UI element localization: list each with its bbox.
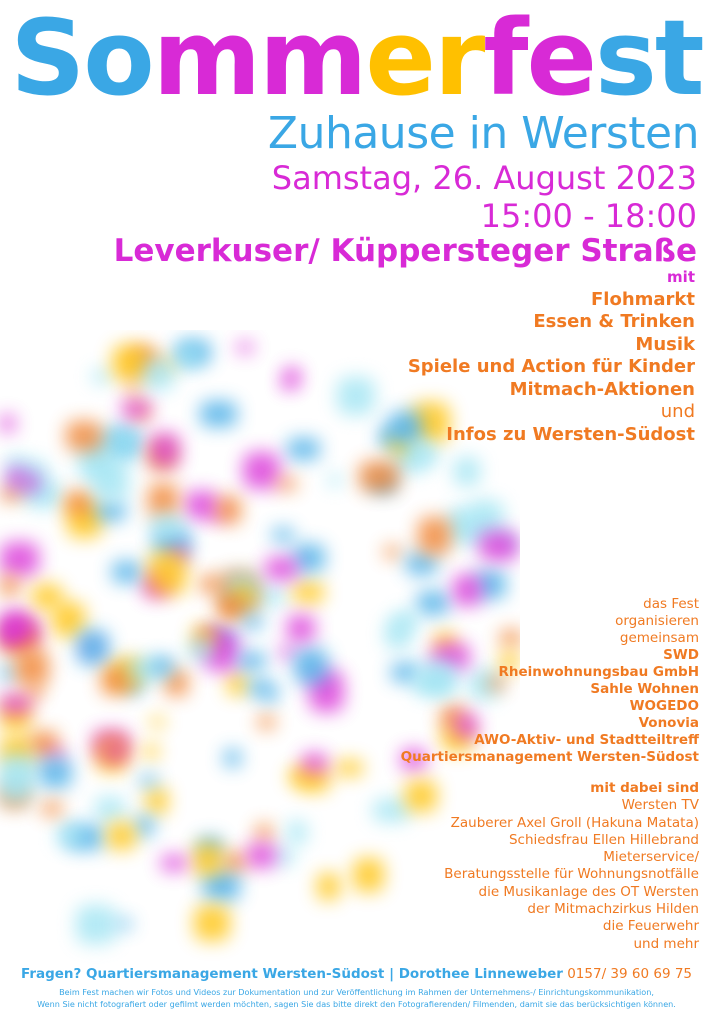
confetti-blob xyxy=(317,873,340,900)
confetti-blob xyxy=(258,715,275,729)
title-part: So xyxy=(10,0,153,119)
confetti-blob xyxy=(279,647,295,658)
program-list xyxy=(408,266,695,446)
participant: Mieterservice/ xyxy=(603,849,699,866)
confetti-blob xyxy=(287,438,321,461)
participant: Beratungsstelle für Wohnungsnotfälle xyxy=(444,866,699,883)
confetti-blob xyxy=(143,358,174,390)
confetti-blob xyxy=(274,848,294,866)
confetti-blob xyxy=(217,496,241,524)
confetti-blob xyxy=(454,457,480,486)
confetti-blob xyxy=(294,648,328,683)
confetti-blob xyxy=(150,717,165,727)
confetti-blob xyxy=(222,853,247,869)
confetti-blob xyxy=(148,551,187,595)
participant: der Mitmachzirkus Hilden xyxy=(527,901,699,918)
title-part: fe xyxy=(483,0,596,119)
title-part: st xyxy=(595,0,703,119)
participant: Zauberer Axel Groll (Hakuna Matata) xyxy=(450,814,699,831)
confetti-blob xyxy=(337,377,375,415)
confetti-blob xyxy=(336,760,363,777)
organizer: Vonovia xyxy=(638,715,699,731)
confetti-blob xyxy=(151,514,184,540)
confetti-blob xyxy=(146,788,168,813)
confetti-blob xyxy=(0,576,19,596)
confetti-blob xyxy=(122,399,152,418)
event-location: Leverkuser/ Küppersteger Straße xyxy=(113,233,697,269)
contact-question: Fragen? Quartiersmanagement Wersten-Südost | Dorothee Linneweber xyxy=(20,966,563,982)
participant: die Feuerwehr xyxy=(602,918,699,935)
confetti-blob xyxy=(109,426,138,459)
confetti-blob xyxy=(272,528,294,543)
confetti-blob xyxy=(359,461,398,492)
confetti-blob xyxy=(227,674,248,695)
organizer: SWD xyxy=(663,647,699,663)
program-item: Flohmarkt xyxy=(590,288,695,310)
confetti-blob xyxy=(418,517,451,555)
confetti-blob xyxy=(127,384,141,394)
confetti-blob xyxy=(135,816,154,836)
program-item: Essen & Trinken xyxy=(533,311,695,332)
participant: Schiedsfrau Ellen Hillebrand xyxy=(508,831,699,848)
confetti-blob xyxy=(15,650,49,686)
confetti-blob xyxy=(218,596,244,620)
photo-notice-line: Beim Fest machen wir Fotos und Videos zur Dokumentation und zur Veröffentlichung im Rahmen der Unternehmens-/ Einrichtungskommunikation, xyxy=(59,987,654,997)
confetti-blob xyxy=(57,824,82,846)
program-item: Spiele und Action für Kinder xyxy=(407,356,695,377)
confetti-blob xyxy=(92,370,110,383)
participant: und mehr xyxy=(633,935,699,952)
confetti-blob xyxy=(277,478,296,490)
confetti-blob xyxy=(77,630,109,664)
confetti-blob xyxy=(258,588,285,604)
photo-notice-line: Wenn Sie nicht fotografiert oder gefilmt werden möchten, sagen Sie das bitte direkt den Fotografierenden/ Filmenden, damit sie das berücksichtigen können. xyxy=(37,999,676,1009)
confetti-blob xyxy=(0,488,22,502)
confetti-blob xyxy=(479,531,518,561)
participant: die Musikanlage des OT Wersten xyxy=(478,883,699,900)
confetti-blob xyxy=(446,514,480,543)
organizer: AWO-Aktiv- und Stadtteiltreff xyxy=(474,732,699,748)
confetti-blob xyxy=(65,491,93,515)
program-item: Mitmach-Aktionen xyxy=(509,378,695,400)
confetti-blob xyxy=(0,666,16,680)
confetti-blob xyxy=(92,459,128,501)
organizer: Quartiersmanagement Wersten-Südost xyxy=(400,749,699,765)
confetti-blob xyxy=(107,822,136,850)
confetti-blob xyxy=(7,468,25,489)
participant: Wersten TV xyxy=(621,797,699,814)
confetti-blob xyxy=(247,843,276,868)
organizers-intro: organisieren xyxy=(615,613,699,629)
poster-title xyxy=(0,0,713,119)
participants-intro: mit dabei sind xyxy=(590,780,699,796)
confetti-blob xyxy=(42,801,62,816)
confetti-blob xyxy=(243,452,280,489)
confetti-blob xyxy=(194,905,231,942)
organizer: WOGEDO xyxy=(629,698,699,714)
confetti-blob xyxy=(224,749,242,768)
confetti-blob xyxy=(200,575,221,593)
confetti-blob xyxy=(353,858,384,892)
confetti-blob xyxy=(24,474,39,491)
confetti-blob xyxy=(185,491,218,519)
confetti-blob xyxy=(143,745,159,758)
organizers xyxy=(401,596,699,766)
confetti-blob xyxy=(188,639,212,660)
confetti-blob xyxy=(237,342,253,353)
confetti-blob xyxy=(200,401,236,427)
confetti-blob xyxy=(282,378,297,389)
confetti-blob xyxy=(287,615,314,642)
title-part: mm xyxy=(152,0,366,119)
confetti-blob xyxy=(0,415,15,432)
program-intro: mit xyxy=(667,268,695,286)
subtitle: Zuhause in Wersten xyxy=(267,108,699,159)
confetti-blob xyxy=(302,753,328,773)
confetti-blob xyxy=(0,694,31,715)
confetti-blob xyxy=(384,546,401,558)
confetti-blob xyxy=(149,433,180,468)
organizer: Rheinwohnungsbau GmbH xyxy=(498,664,699,680)
organizer: Sahle Wohnen xyxy=(590,681,699,697)
organizers-intro: das Fest xyxy=(643,596,699,612)
confetti-blob xyxy=(112,561,141,583)
program-item: Musik xyxy=(635,333,695,355)
confetti-blob xyxy=(193,843,221,876)
confetti-blob xyxy=(0,610,32,642)
confetti-blob xyxy=(0,773,31,804)
event-date: Samstag, 26. August 2023 xyxy=(271,159,697,197)
confetti-blob xyxy=(0,542,39,576)
confetti-blob xyxy=(406,553,436,575)
confetti-blob xyxy=(179,344,199,368)
confetti-blob xyxy=(287,821,307,844)
confetti-blob xyxy=(32,584,61,609)
contact-phone: 0157/ 39 60 69 75 xyxy=(567,966,693,982)
confetti-blob xyxy=(265,557,298,580)
confetti-blob xyxy=(405,780,437,812)
confetti-blob xyxy=(152,657,174,675)
confetti-blob xyxy=(328,474,342,485)
title-part: er xyxy=(365,0,484,119)
confetti-blob xyxy=(161,855,187,871)
confetti-blob xyxy=(105,743,124,762)
confetti-blob xyxy=(139,775,158,787)
photo-notice xyxy=(0,986,713,1010)
confetti-blob xyxy=(242,615,262,629)
program-item: Infos zu Wersten-Südost xyxy=(446,423,695,445)
confetti-blob xyxy=(39,758,73,789)
confetti-blob xyxy=(76,905,116,944)
confetti-blob xyxy=(95,797,125,819)
contact-line xyxy=(0,966,713,982)
confetti-blob xyxy=(148,483,178,518)
program-und: und xyxy=(660,401,695,422)
confetti-blob xyxy=(117,919,132,929)
confetti-blob xyxy=(414,445,439,465)
confetti-blob xyxy=(256,824,271,840)
event-time: 15:00 - 18:00 xyxy=(480,197,697,235)
confetti-blob xyxy=(96,502,126,521)
confetti-blob xyxy=(66,421,102,451)
participants xyxy=(444,780,699,953)
confetti-blob xyxy=(248,680,273,695)
confetti-blob xyxy=(293,582,324,603)
confetti-blob xyxy=(238,652,265,670)
organizers-intro: gemeinsam xyxy=(619,630,699,646)
